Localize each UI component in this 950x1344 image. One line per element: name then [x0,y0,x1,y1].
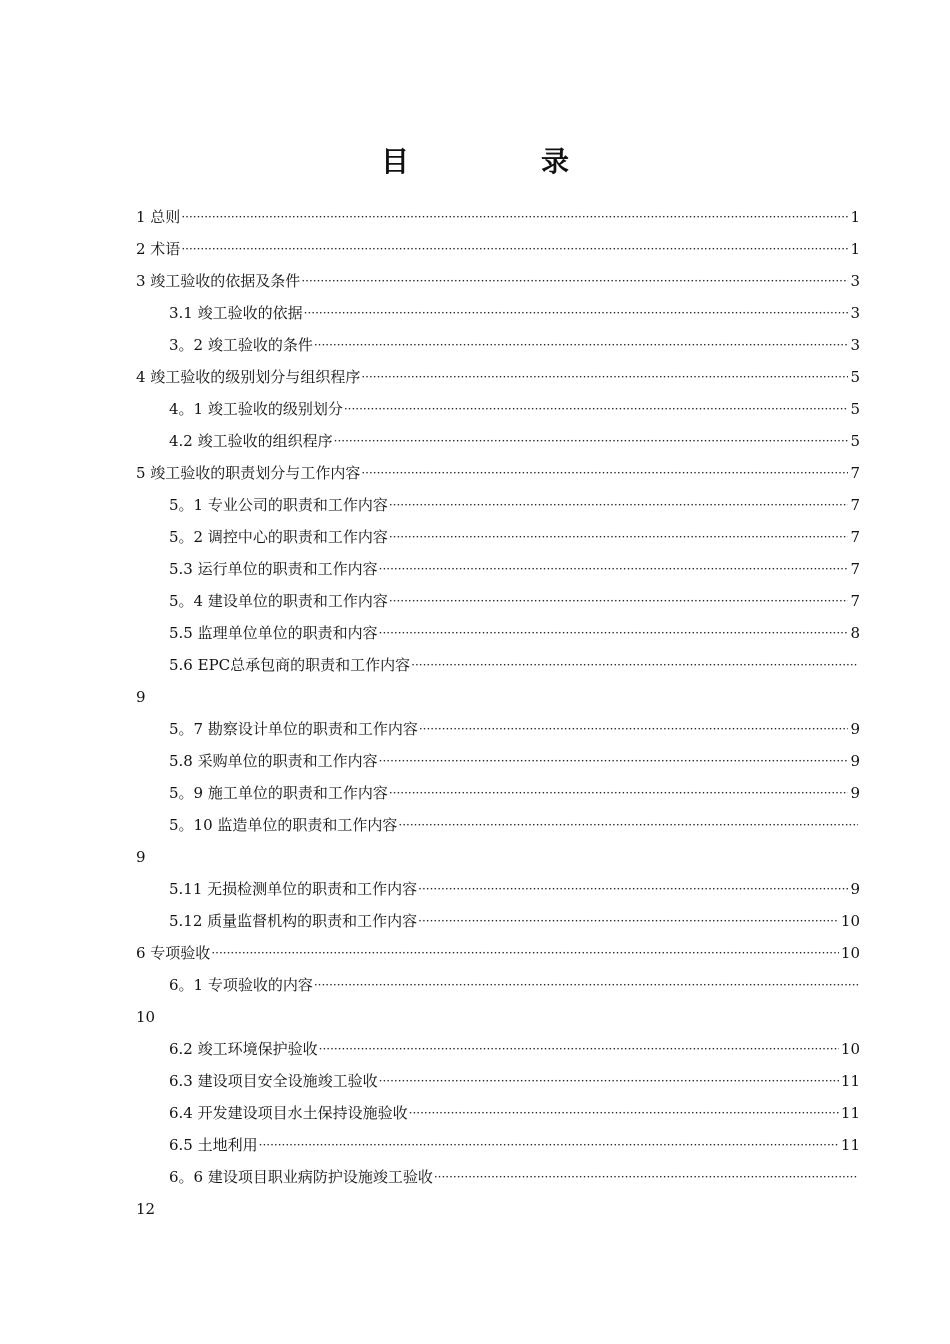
toc-page-number: 5 [850,368,860,386]
toc-entry-label: 5。1 专业公司的职责和工作内容 [169,496,388,514]
toc-dot-leader [379,1065,839,1097]
toc-entry[interactable] [136,1033,860,1065]
toc-dot-leader [344,393,849,425]
toc-entry-label: 6。1 专项验收的内容 [169,976,313,994]
toc-page-number: 9 [850,752,860,770]
toc-entry[interactable] [136,201,860,233]
toc-entry[interactable] [136,553,860,585]
toc-entry[interactable] [136,265,860,297]
toc-dot-leader [418,905,839,937]
toc-entry[interactable] [136,329,860,361]
toc-entry[interactable] [136,905,860,937]
toc-dot-leader [304,297,849,329]
toc-entry-label: 3.1 竣工验收的依据 [169,304,303,322]
toc-entry-label: 6。6 建设项目职业病防护设施竣工验收 [169,1168,433,1186]
toc-page-number: 1 [850,240,860,258]
toc-page-number-wrapped: 10 [136,1008,156,1026]
toc-entry[interactable] [136,777,860,809]
toc-page-number: 9 [850,784,860,802]
toc-entry[interactable] [136,713,860,745]
toc-entry-label: 4。1 竣工验收的级别划分 [169,400,343,418]
toc-page-number: 10 [840,912,860,930]
toc-entry-label: 5。4 建设单位的职责和工作内容 [169,592,388,610]
toc-entry-label: 5.12 质量监督机构的职责和工作内容 [169,912,418,930]
toc-entry[interactable] [136,969,860,1001]
toc-dot-leader [361,361,848,393]
toc-entry-label: 5.11 无损检测单位的职责和工作内容 [169,880,418,898]
toc-page-number: 9 [850,880,860,898]
toc-dot-leader [211,937,839,969]
toc-page-number: 9 [850,720,860,738]
toc-entry[interactable] [136,297,860,329]
toc-entry[interactable] [136,521,860,553]
toc-entry[interactable] [136,233,860,265]
toc-entry-label: 6.5 土地利用 [169,1136,258,1154]
toc-dot-leader [398,809,858,841]
toc-dot-leader [389,777,849,809]
toc-dot-leader [418,873,848,905]
toc-entry[interactable] [136,649,860,681]
toc-entry-label: 5.5 监理单位单位的职责和内容 [169,624,378,642]
toc-entry[interactable] [136,489,860,521]
toc-entry[interactable] [136,1129,860,1161]
toc-entry-label: 5。9 施工单位的职责和工作内容 [169,784,388,802]
page-title: 目 录 [380,145,621,178]
toc-dot-leader [361,457,848,489]
toc-entry[interactable] [136,809,860,841]
toc-dot-leader [259,1129,839,1161]
toc-page-number-wrapped: 9 [136,848,146,866]
toc-dot-leader [389,521,849,553]
toc-entry-label: 5。10 监造单位的职责和工作内容 [169,816,398,834]
toc-dot-leader [181,233,848,265]
toc-page-number: 7 [850,528,860,546]
toc-page-number: 7 [850,464,860,482]
toc-entry[interactable] [136,1097,860,1129]
toc-entry-label: 4 竣工验收的级别划分与组织程序 [136,368,361,386]
toc-entry-label: 6.4 开发建设项目水土保持设施验收 [169,1104,408,1122]
toc-page-number: 3 [850,304,860,322]
toc-entry[interactable] [136,393,860,425]
toc-entry-label: 5。7 勘察设计单位的职责和工作内容 [169,720,418,738]
toc-dot-leader [409,1097,839,1129]
toc-page-number: 1 [850,208,860,226]
toc-entry-label: 6 专项验收 [136,944,211,962]
toc-dot-leader [379,745,849,777]
toc-entry-label: 6.2 竣工环境保护验收 [169,1040,318,1058]
toc-entry-label: 2 术语 [136,240,181,258]
table-of-contents [136,201,860,1225]
toc-page-number-wrapped: 9 [136,688,146,706]
toc-dot-leader [434,1161,858,1193]
toc-dot-leader [379,617,849,649]
toc-entry-label: 4.2 竣工验收的组织程序 [169,432,333,450]
toc-entry[interactable] [136,617,860,649]
toc-page-number: 10 [840,1040,860,1058]
toc-entry[interactable] [136,1065,860,1097]
toc-entry-label: 3。2 竣工验收的条件 [169,336,313,354]
toc-entry-label: 5。2 调控中心的职责和工作内容 [169,528,388,546]
toc-page-number: 8 [850,624,860,642]
toc-dot-leader [319,1033,839,1065]
toc-dot-leader [334,425,849,457]
toc-entry-label: 5.6 EPC总承包商的职责和工作内容 [169,656,411,674]
toc-entry-label: 1 总则 [136,208,181,226]
toc-entry[interactable] [136,457,860,489]
toc-dot-leader [314,969,858,1001]
toc-dot-leader [389,489,849,521]
toc-entry[interactable] [136,361,860,393]
toc-entry-label: 5 竣工验收的职责划分与工作内容 [136,464,361,482]
toc-dot-leader [301,265,848,297]
toc-entry[interactable] [136,1161,860,1193]
toc-page-number: 11 [840,1136,860,1154]
toc-page-number: 5 [850,432,860,450]
toc-page-number: 5 [850,400,860,418]
toc-page-number: 3 [850,272,860,290]
toc-entry[interactable] [136,425,860,457]
toc-entry-label: 6.3 建设项目安全设施竣工验收 [169,1072,378,1090]
toc-dot-leader [389,585,849,617]
toc-entry-label: 5.3 运行单位的职责和工作内容 [169,560,378,578]
toc-dot-leader [411,649,858,681]
toc-dot-leader [419,713,849,745]
toc-page-number: 10 [840,944,860,962]
toc-entry-label: 5.8 采购单位的职责和工作内容 [169,752,378,770]
toc-page-number: 11 [840,1104,860,1122]
toc-page-number: 11 [840,1072,860,1090]
toc-page-number-wrapped: 12 [136,1200,156,1218]
toc-page-number: 7 [850,592,860,610]
toc-entry[interactable] [136,585,860,617]
toc-entry[interactable] [136,873,860,905]
toc-page-number: 3 [850,336,860,354]
toc-entry[interactable] [136,937,860,969]
toc-page-number: 7 [850,560,860,578]
toc-dot-leader [181,201,848,233]
toc-dot-leader [379,553,849,585]
toc-page-number: 7 [850,496,860,514]
toc-entry[interactable] [136,745,860,777]
toc-dot-leader [314,329,849,361]
toc-entry-label: 3 竣工验收的依据及条件 [136,272,301,290]
